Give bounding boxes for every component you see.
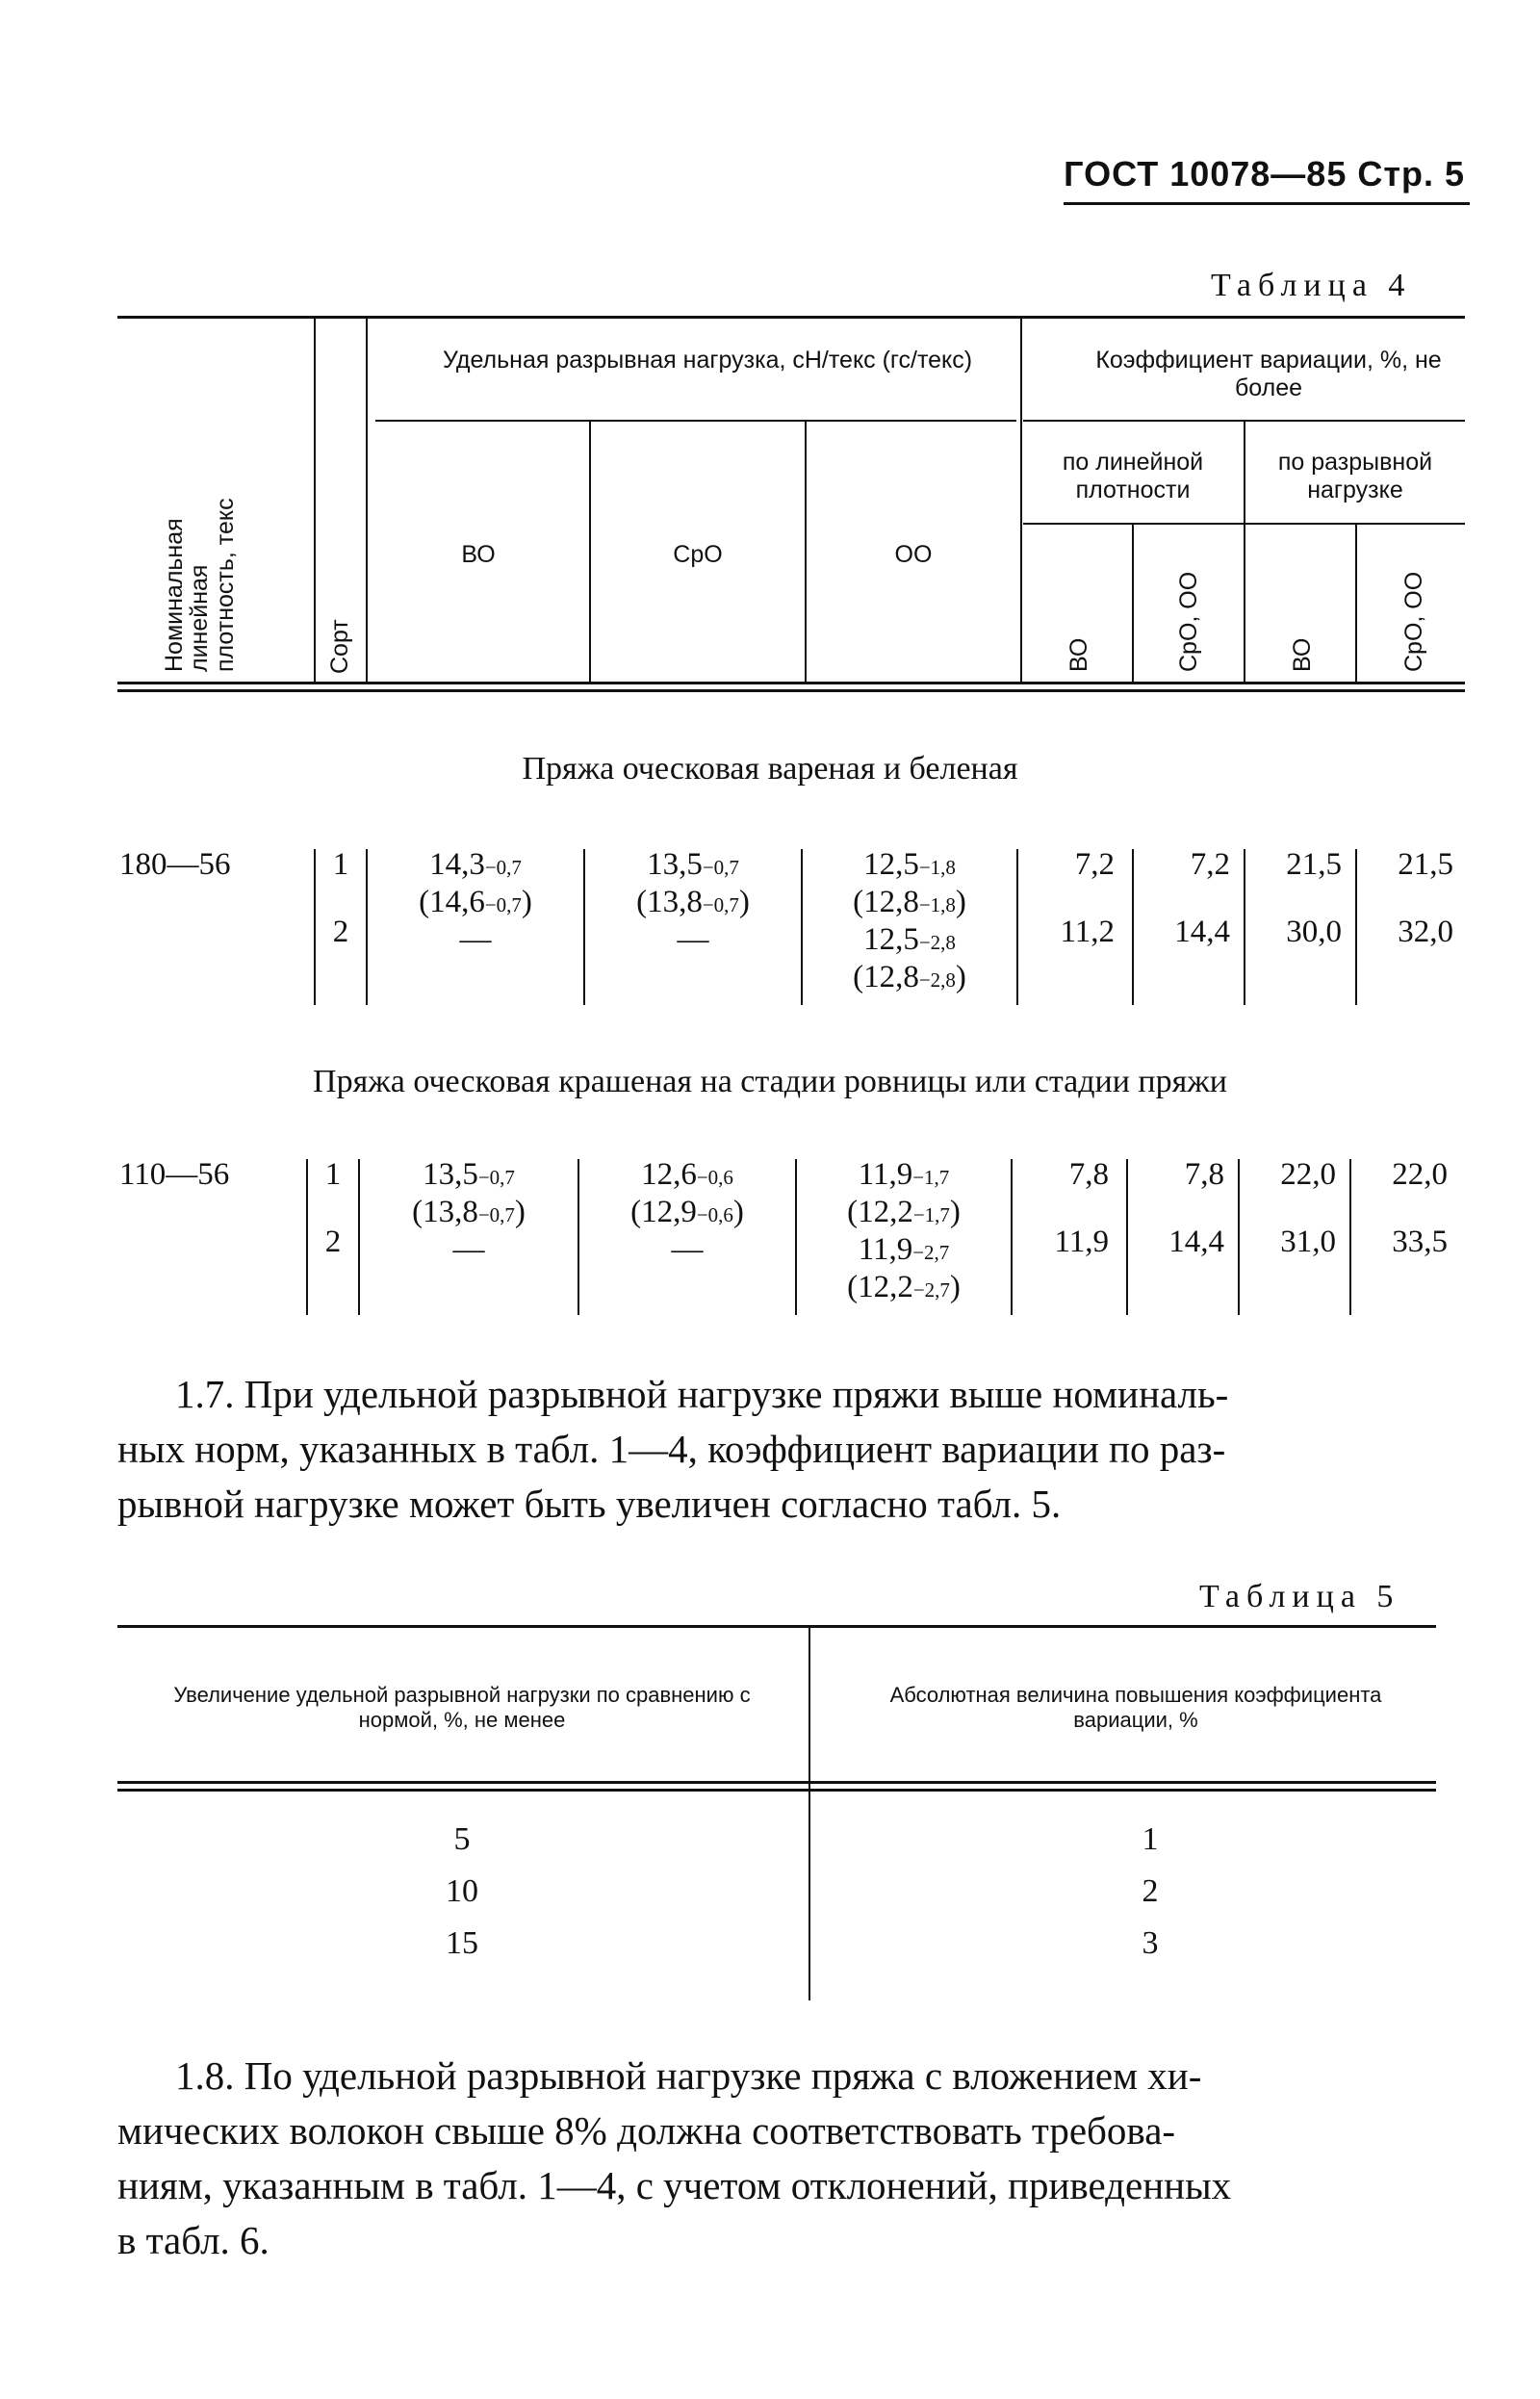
t4-r2-c1: 7,8 xyxy=(1068,1157,1109,1192)
t4-head-grade: Сорт xyxy=(326,619,353,674)
t4-r2-density: 110—56 xyxy=(119,1157,230,1192)
t4-head-sro-oo-v2: СрО, ОО xyxy=(1400,571,1427,672)
t4-head-load: Удельная разрывная нагрузка, сН/текс (гс/текс) xyxy=(442,347,973,374)
t5-r2-a: 10 xyxy=(446,1873,478,1909)
t4-section-1: Пряжа оческовая вареная и беленая xyxy=(522,751,1018,787)
t4-head-density: Номинальная линейная плотность, текс xyxy=(161,498,239,672)
table5-caption: Таблица 5 xyxy=(1199,1579,1400,1614)
t4-r1-d3: 30,0 xyxy=(1286,915,1342,949)
t4-r2-c3: 22,0 xyxy=(1280,1157,1336,1192)
t4-vline-2 xyxy=(366,318,368,682)
t4-r1-c4: 21,5 xyxy=(1398,847,1453,882)
t4-r2-grade2: 2 xyxy=(324,1225,342,1259)
t4-vline-6 xyxy=(1132,525,1134,682)
t5-r3-b: 3 xyxy=(1142,1925,1159,1961)
t4-r1-d2: 14,4 xyxy=(1174,915,1230,949)
t4-r2-vo: 13,5−0,7 (13,8−0,7) — xyxy=(412,1157,526,1267)
t5-r1-a: 5 xyxy=(453,1821,471,1857)
t4-r1-oo: 12,5−1,8 (12,8−1,8) 12,5−2,8 (12,8−2,8) xyxy=(853,847,966,994)
page-header: ГОСТ 10078—85 Стр. 5 xyxy=(1064,154,1465,193)
t4-head-vo-v1: ВО xyxy=(1065,637,1092,672)
t4-r1-c3: 21,5 xyxy=(1286,847,1342,882)
table5-head-rule2 xyxy=(117,1789,1436,1792)
t4-r2-d1: 11,9 xyxy=(1054,1225,1109,1259)
t4-r2-oo: 11,9−1,7 (12,2−1,7) 11,9−2,7 (12,2−2,7) xyxy=(847,1157,961,1304)
paragraph-1-8: 1.8. По удельной разрывной нагрузке пряжа с вложением хи- мических волокон свыше 8% должна соответствовать требова- ниям, указанным в табл. 1—4, с учетом отклонений, приведенных в табл. 6. xyxy=(117,2053,1232,2262)
t4-head-sro: СрО xyxy=(673,541,723,568)
t4-r1-grade2: 2 xyxy=(332,915,349,949)
table5-top-rule xyxy=(117,1625,1436,1628)
t4-head-by-load: по разрывной нагрузке xyxy=(1277,449,1433,503)
t4-r1-density: 180—56 xyxy=(119,847,231,882)
t4-r1-grade1: 1 xyxy=(332,847,349,882)
t5-r2-b: 2 xyxy=(1142,1873,1159,1909)
t4-r2-c2: 7,8 xyxy=(1184,1157,1224,1192)
table4-top-rule xyxy=(117,316,1465,319)
t4-r2-grade1: 1 xyxy=(324,1157,342,1192)
t4-r1-c2: 7,2 xyxy=(1190,847,1230,882)
t4-head-vo-v2: ВО xyxy=(1289,637,1316,672)
t4-head-oo: ОО xyxy=(894,541,933,568)
t5-head-col2: Абсолютная величина повышения коэффициента вариации, % xyxy=(889,1683,1382,1733)
table4-head-bottom-rule2 xyxy=(117,689,1465,692)
t4-section-2: Пряжа оческовая крашеная на стадии ровницы или стадии пряжи xyxy=(313,1064,1227,1099)
t4-head-coef: Коэффициент вариации, %, не более xyxy=(1095,347,1442,401)
table4-load-rule xyxy=(375,420,1016,422)
t4-r1-d1: 11,2 xyxy=(1060,915,1115,949)
table5-head-rule xyxy=(117,1781,1436,1784)
t5-r1-b: 1 xyxy=(1142,1821,1159,1857)
t4-r1-sro: 13,5−0,7 (13,8−0,7) — xyxy=(636,847,750,957)
t4-r2-sro: 12,6−0,6 (12,9−0,6) — xyxy=(630,1157,744,1267)
t4-r1-c1: 7,2 xyxy=(1074,847,1115,882)
table5-vline xyxy=(808,1627,810,2000)
t4-r2-c4: 22,0 xyxy=(1392,1157,1448,1192)
t4-r2-d4: 33,5 xyxy=(1392,1225,1448,1259)
t4-head-vo: ВО xyxy=(461,541,496,568)
table4-head-bottom-rule xyxy=(117,682,1465,684)
t4-r2-d2: 14,4 xyxy=(1168,1225,1224,1259)
t4-head-by-density: по линейной плотности xyxy=(1062,449,1204,503)
t4-head-sro-oo-v1: СрО, ОО xyxy=(1175,571,1202,672)
paragraph-1-7: 1.7. При удельной разрывной нагрузке пряжи выше номиналь- ных норм, указанных в табл. 1—4, коэффициент вариации по раз- рывной нагрузке может быть увеличен согласно табл. 5. xyxy=(117,1372,1229,1526)
t5-head-col1: Увеличение удельной разрывной нагрузки по сравнению с нормой, %, не менее xyxy=(173,1683,751,1733)
t5-r3-a: 15 xyxy=(446,1925,478,1961)
t4-r1-vo: 14,3−0,7 (14,6−0,7) — xyxy=(419,847,532,957)
t4-vline-1 xyxy=(314,318,316,682)
header-rule xyxy=(1064,202,1470,205)
t4-vline-8 xyxy=(1355,525,1357,682)
t4-r1-d4: 32,0 xyxy=(1398,915,1453,949)
table4-caption: Таблица 4 xyxy=(1211,268,1412,303)
t4-r2-d3: 31,0 xyxy=(1280,1225,1336,1259)
